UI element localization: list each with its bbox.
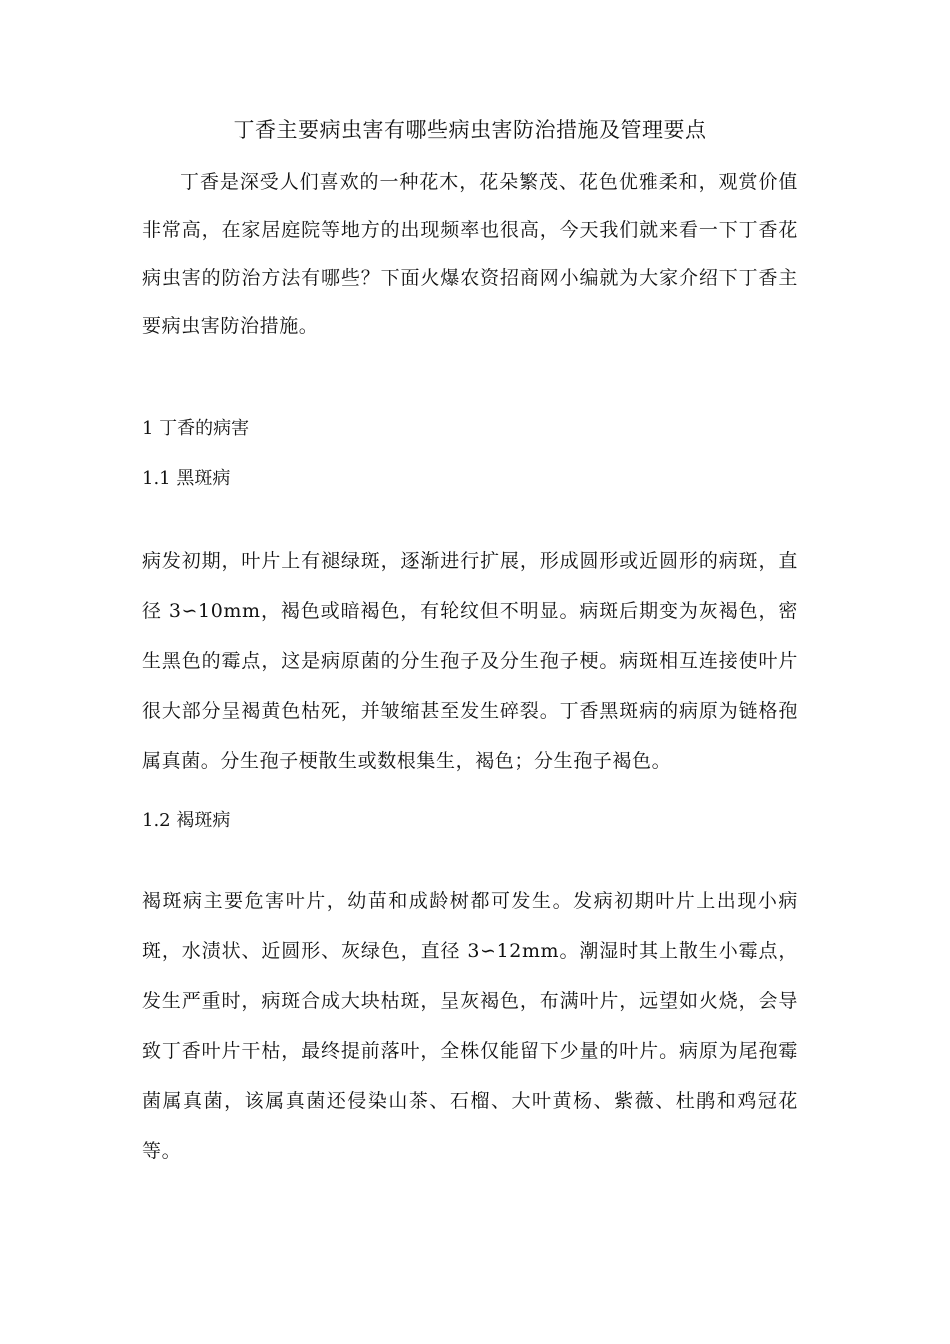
subsection-heading-brown-spot: 1.2 褐斑病 [142, 810, 231, 831]
section-heading-diseases: 1 丁香的病害 [142, 418, 250, 439]
document-title: 丁香主要病虫害有哪些病虫害防治措施及管理要点 [233, 118, 707, 142]
subsection-heading-black-spot: 1.1 黑斑病 [142, 468, 231, 489]
document-content [142, 112, 798, 1176]
paragraph-black-spot: 病发初期，叶片上有褪绿斑，逐渐进行扩展，形成圆形或近圆形的病斑，直径 3∽10mm，褐色或暗褐色，有轮纹但不明显。病斑后期变为灰褐色，密生黑色的霉点，这是病原菌的分生孢子及分生孢子梗。病斑相互连接使叶片很大部分呈褐黄色枯死，并皱缩甚至发生碎裂。丁香黑斑病的病原为链格孢属真菌。分生孢子梗散生或数根集生，褐色；分生孢子褐色。 [142, 550, 798, 772]
intro-paragraph: 丁香是深受人们喜欢的一种花木，花朵繁茂、花色优雅柔和，观赏价值非常高，在家居庭院等地方的出现频率也很高，今天我们就来看一下丁香花病虫害的防治方法有哪些？下面火爆农资招商网小编就为大家介绍下丁香主要病虫害防治措施。 [142, 171, 798, 337]
paragraph-brown-spot: 褐斑病主要危害叶片，幼苗和成龄树都可发生。发病初期叶片上出现小病斑，水渍状、近圆形、灰绿色，直径 3∽12mm。潮湿时其上散生小霉点，发生严重时，病斑合成大块枯斑，呈灰褐色，布满叶片，远望如火烧，会导致丁香叶片干枯，最终提前落叶，全株仅能留下少量的叶片。病原为尾孢霉菌属真菌，该属真菌还侵染山茶、石榴、大叶黄杨、紫薇、杜鹃和鸡冠花等。 [142, 890, 798, 1162]
